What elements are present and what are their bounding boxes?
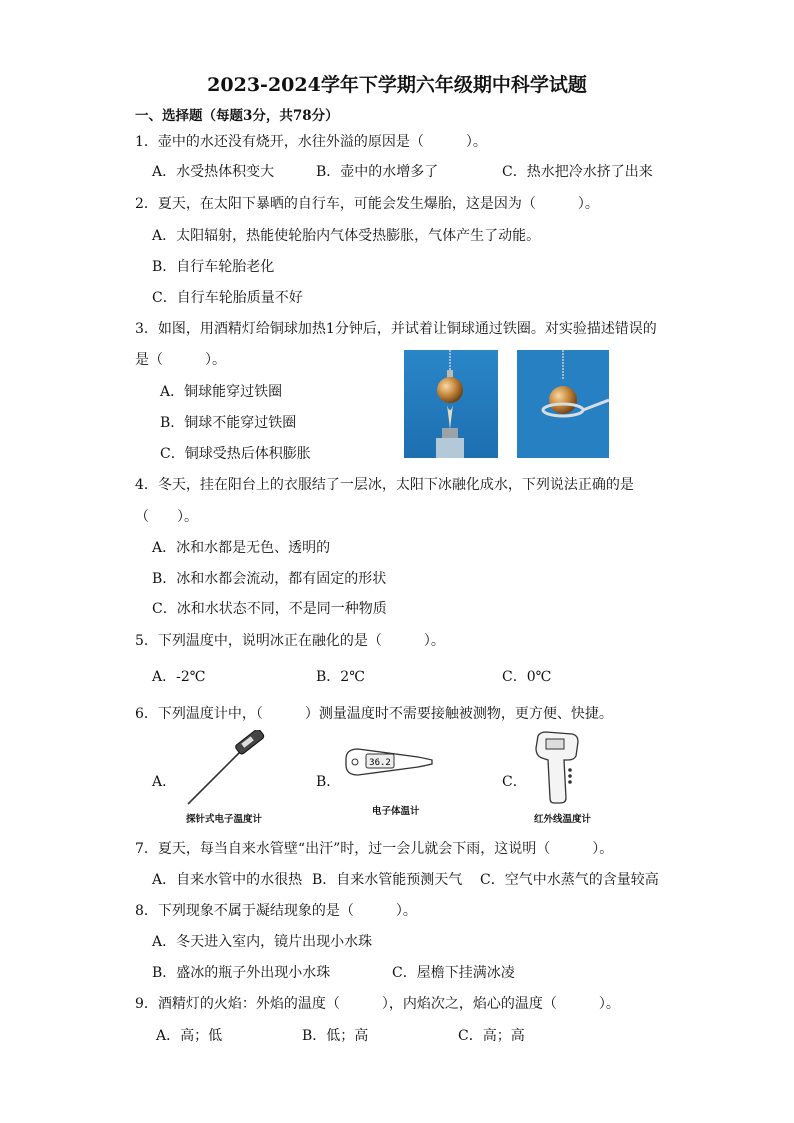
q2-option-a: A．太阳辐射，热能使轮胎内气体受热膨胀，气体产生了动能。 [152,228,541,244]
q4-option-b: B．冰和水都会流动，都有固定的形状 [152,571,387,587]
q8-option-c: C．屋檐下挂满冰凌 [392,965,515,981]
question-4: 4．冬天，挂在阳台上的衣服结了一层冰，太阳下冰融化成水，下列说法正确的是 [135,477,634,493]
infrared-thermometer-icon [532,730,582,805]
q4-option-c: C．冰和水状态不同，不是同一种物质 [152,601,387,617]
question-3-cont: 是（ ）。 [135,352,226,368]
q9-option-a: A．高；低 [156,1028,223,1044]
q6-option-a: A． [152,774,177,790]
q9-option-b: B．低；高 [302,1028,369,1044]
q7-option-b: B．自来水管能预测天气 [312,872,463,888]
q6-option-c: C． [502,774,527,790]
section-heading: 一、选择题（每题3分，共78分） [135,108,339,124]
question-3: 3．如图，用酒精灯给铜球加热1分钟后，并试着让铜球通过铁圈。对实验描述错误的 [135,321,657,337]
q1-option-a: A．水受热体积变大 [152,164,275,180]
q7-option-a: A．自来水管中的水很热 [152,872,303,888]
copper-ball-heating-photo [404,350,498,458]
q7-option-c: C．空气中水蒸气的含量较高 [480,872,659,888]
q8-option-b: B．盛冰的瓶子外出现小水珠 [152,965,331,981]
copper-ball-heating-illustration [404,350,498,458]
q4-option-a: A．冰和水都是无色、透明的 [152,540,331,556]
question-1: 1．壶中的水还没有烧开，水往外溢的原因是（ ）。 [135,134,487,150]
copper-ball-ring-photo [517,350,609,458]
question-6: 6．下列温度计中，（ ）测量温度时不需要接触被测物，更方便、快捷。 [135,706,613,722]
q2-option-c: C．自行车轮胎质量不好 [152,290,303,306]
digital-thermometer-icon [342,745,434,781]
caption-probe-thermometer: 探针式电子温度计 [186,814,263,825]
question-4-cont: （ ）。 [135,509,198,525]
page-title: 2023-2024学年下学期六年级期中科学试题 [207,74,587,96]
copper-ball-ring-illustration [517,350,609,458]
q8-option-a: A．冬天进入室内，镜片出现小水珠 [152,934,373,950]
question-8: 8．下列现象不属于凝结现象的是（ ）。 [135,903,417,919]
q5-option-b: B．2℃ [316,669,365,685]
question-5: 5．下列温度中，说明冰正在融化的是（ ）。 [135,633,445,649]
probe-thermometer-icon [180,730,275,810]
q3-option-b: B．铜球不能穿过铁圈 [160,415,297,431]
q2-option-b: B．自行车轮胎老化 [152,259,275,275]
thermometer-display: 36.2 [369,758,391,768]
q9-option-c: C．高；高 [458,1028,525,1044]
q5-option-a: A．-2℃ [152,669,206,685]
question-2: 2．夏天，在太阳下暴晒的自行车，可能会发生爆胎，这是因为（ ）。 [135,196,599,212]
q3-option-c: C．铜球受热后体积膨胀 [160,446,311,462]
caption-infrared-thermometer: 红外线温度计 [534,814,592,825]
q3-option-a: A．铜球能穿过铁圈 [160,384,283,400]
question-7: 7．夏天，每当自来水管壁“出汗”时，过一会儿就会下雨，这说明（ ）。 [135,841,614,857]
q1-option-c: C．热水把冷水挤了出来 [502,164,653,180]
q6-option-b: B． [316,774,341,790]
q1-option-b: B．壶中的水增多了 [316,164,439,180]
q5-option-c: C．0℃ [502,669,552,685]
question-9: 9．酒精灯的火焰：外焰的温度（ ），内焰次之，焰心的温度（ ）。 [135,996,620,1012]
caption-digital-thermometer: 电子体温计 [372,806,420,817]
